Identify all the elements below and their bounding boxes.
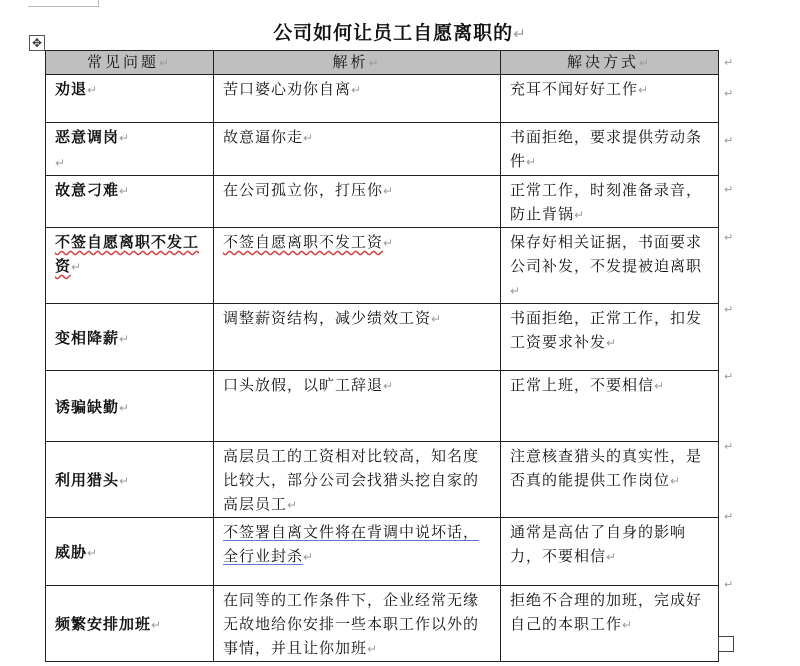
cell-problem: 利用猎头↵ bbox=[46, 442, 214, 518]
cell-problem: 频繁安排加班↵ bbox=[46, 586, 214, 662]
cell-analysis: 在同等的工作条件下，企业经常无缘无故地给你安排一些本职工作以外的事情，并且让你加班↵ bbox=[214, 586, 501, 662]
cell-problem: 威胁↵ bbox=[46, 518, 214, 586]
cell-analysis: 故意逼你走↵ bbox=[214, 123, 501, 176]
table-row bbox=[46, 586, 719, 662]
table-row bbox=[46, 228, 719, 304]
row-end-mark-icon: ↵ bbox=[724, 578, 734, 591]
cell-solution: 正常上班，不要相信↵ bbox=[501, 371, 719, 442]
cell-problem: 故意刁难↵ bbox=[46, 176, 214, 228]
cell-solution: 注意核查猎头的真实性，是否真的能提供工作岗位↵ bbox=[501, 442, 719, 518]
table-row bbox=[46, 75, 719, 123]
cell-solution: 书面拒绝，要求提供劳动条件↵ bbox=[501, 123, 719, 176]
cell-analysis: 高层员工的工资相对比较高，知名度比较大，部分公司会找猎头挖自家的高层员工↵ bbox=[214, 442, 501, 518]
table-move-handle-icon[interactable]: ✥ bbox=[29, 35, 45, 51]
table-row bbox=[46, 442, 719, 518]
paragraph-mark-icon: ↵ bbox=[513, 25, 527, 43]
title-text: 公司如何让员工自愿离职的 bbox=[273, 22, 514, 44]
table-resize-handle[interactable] bbox=[718, 636, 734, 652]
table-row bbox=[46, 176, 719, 228]
cell-solution: 拒绝不合理的加班，完成好自己的本职工作↵ bbox=[501, 586, 719, 662]
header-solution: 解决方式↵ bbox=[501, 51, 719, 75]
row-end-mark-icon: ↵ bbox=[724, 183, 734, 196]
row-end-mark-icon: ↵ bbox=[724, 87, 734, 100]
row-end-mark-icon: ↵ bbox=[724, 231, 734, 244]
table-row bbox=[46, 371, 719, 442]
document-title bbox=[0, 18, 800, 45]
cell-analysis: 在公司孤立你，打压你↵ bbox=[214, 176, 501, 228]
header-problem: 常见问题↵ bbox=[46, 51, 214, 75]
table-row bbox=[46, 123, 719, 176]
row-end-mark-icon: ↵ bbox=[724, 56, 734, 69]
table-row bbox=[46, 304, 719, 371]
issues-table bbox=[45, 50, 719, 662]
cell-problem: 变相降薪↵ bbox=[46, 304, 214, 371]
cell-analysis: 口头放假，以旷工辞退↵ bbox=[214, 371, 501, 442]
cell-problem: 诱骗缺勤↵ bbox=[46, 371, 214, 442]
cell-problem: 不签自愿离职不发工资↵ bbox=[46, 228, 214, 304]
table-row bbox=[46, 518, 719, 586]
cell-problem: 劝退↵ bbox=[46, 75, 214, 123]
cell-solution: 通常是高估了自身的影响力，不要相信↵ bbox=[501, 518, 719, 586]
row-end-mark-icon: ↵ bbox=[724, 510, 734, 523]
row-end-mark-icon: ↵ bbox=[724, 370, 734, 383]
header-analysis: 解析↵ bbox=[214, 51, 501, 75]
cell-solution: 充耳不闻好好工作↵ bbox=[501, 75, 719, 123]
row-end-mark-icon: ↵ bbox=[724, 440, 734, 453]
table-header-row bbox=[46, 51, 719, 75]
cell-solution: 正常工作，时刻准备录音，防止背锅↵ bbox=[501, 176, 719, 228]
cell-solution: 保存好相关证据，书面要求公司补发，不发提被迫离职↵ bbox=[501, 228, 719, 304]
cell-analysis: 苦口婆心劝你自离↵ bbox=[214, 75, 501, 123]
cell-analysis: 调整薪资结构，减少绩效工资↵ bbox=[214, 304, 501, 371]
row-end-mark-icon: ↵ bbox=[724, 134, 734, 147]
cell-analysis: 不签自愿离职不发工资↵ bbox=[214, 228, 501, 304]
cell-solution: 书面拒绝，正常工作，扣发工资要求补发↵ bbox=[501, 304, 719, 371]
row-end-mark-icon: ↵ bbox=[724, 303, 734, 316]
cell-analysis: 不签署自离文件将在背调中说坏话，全行业封杀↵ bbox=[214, 518, 501, 586]
page-corner-mark bbox=[28, 0, 99, 7]
cell-problem: 恶意调岗↵ ↵ bbox=[46, 123, 214, 176]
